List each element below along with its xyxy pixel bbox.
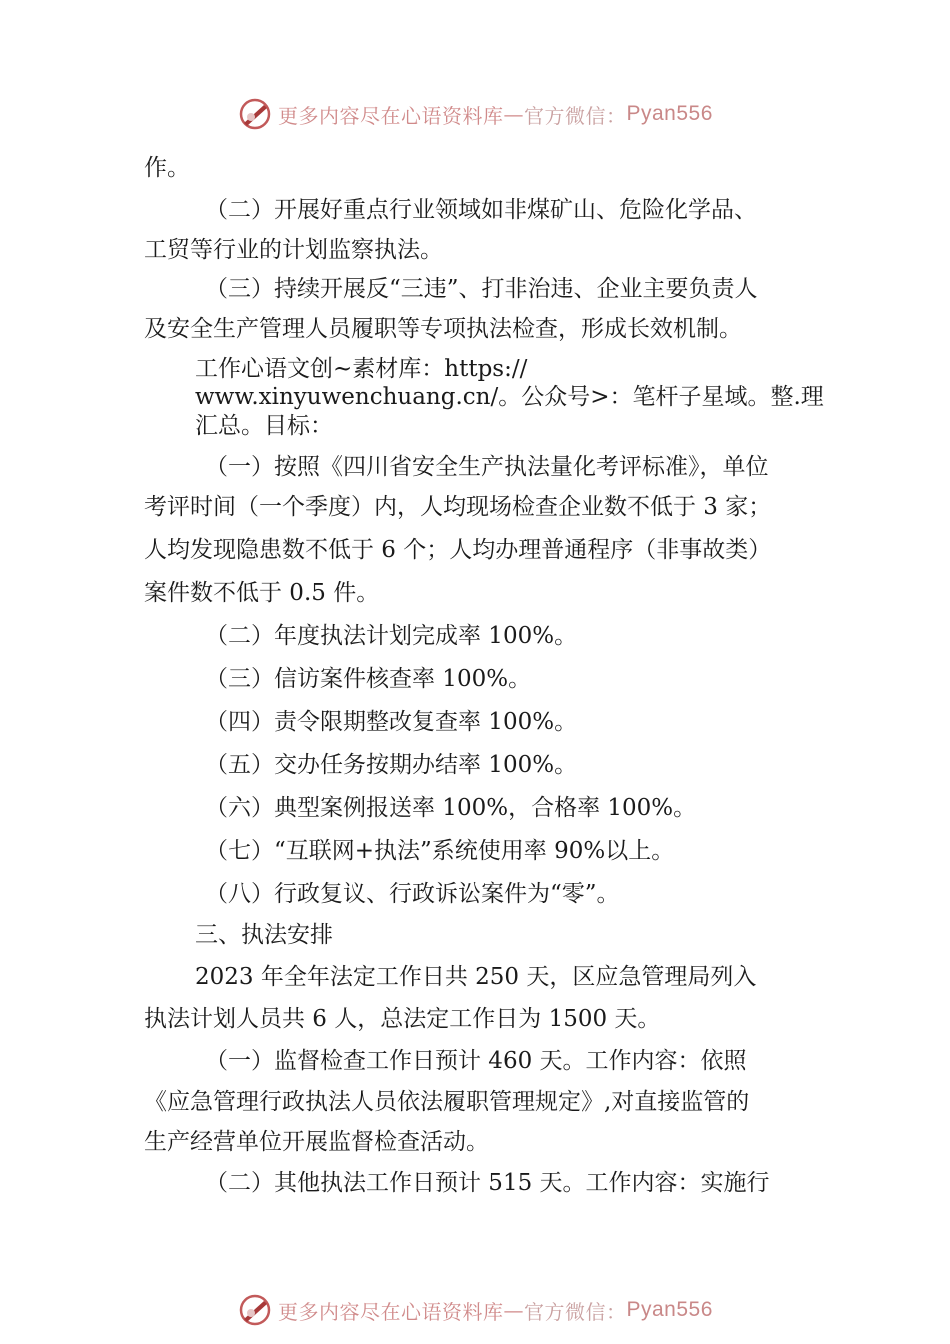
text-line: 执法计划人员共 6 人，总法定工作日为 1500 天。 xyxy=(144,1006,661,1032)
text-line: 生产经营单位开展监督检查活动。 xyxy=(144,1129,489,1155)
text-line: 人均发现隐患数不低于 6 个；人均办理普通程序（非事故类） xyxy=(144,537,772,563)
pen-logo-icon xyxy=(238,97,272,131)
text-line: 2023 年全年法定工作日共 250 天，区应急管理局列入 xyxy=(195,964,757,990)
watermark-contact-id: Pyan556 xyxy=(626,1298,713,1321)
text-line: （五）交办任务按期办结率 100%。 xyxy=(205,752,578,778)
watermark-dash: — xyxy=(503,102,524,126)
text-line: 汇总。目标： xyxy=(195,413,333,439)
text-line: （三）持续开展反“三违”、打非治违、企业主要负责人 xyxy=(205,276,758,302)
watermark-main-text: 更多内容尽在心语资料库 xyxy=(278,103,504,128)
watermark-dash: — xyxy=(503,1298,524,1322)
watermark-contact-label: 官方微信： xyxy=(524,1299,627,1324)
text-line: （六）典型案例报送率 100%，合格率 100%。 xyxy=(205,795,697,821)
section-heading: 三、执法安排 xyxy=(195,922,333,948)
text-line: （七）“互联网+执法”系统使用率 90%以上。 xyxy=(205,838,675,864)
text-line: 作。 xyxy=(144,155,190,181)
text-line: （二）年度执法计划完成率 100%。 xyxy=(205,623,578,649)
text-line: （二）其他执法工作日预计 515 天。工作内容：实施行 xyxy=(205,1170,770,1196)
text-line: 及安全生产管理人员履职等专项执法检查，形成长效机制。 xyxy=(144,316,742,342)
watermark-footer xyxy=(238,1292,758,1328)
watermark-contact-id: Pyan556 xyxy=(626,102,713,125)
pen-logo-icon xyxy=(238,1293,272,1327)
text-line: （一）监督检查工作日预计 460 天。工作内容：依照 xyxy=(205,1048,747,1074)
text-line: 案件数不低于 0.5 件。 xyxy=(144,580,380,606)
text-line: （一）按照《四川省安全生产执法量化考评标准》，单位 xyxy=(205,454,769,480)
text-line: 工贸等行业的计划监察执法。 xyxy=(144,237,443,263)
text-line: 考评时间（一个季度）内，人均现场检查企业数不低于 3 家； xyxy=(144,494,772,520)
text-line: （三）信访案件核查率 100%。 xyxy=(205,666,532,692)
watermark-header xyxy=(238,96,758,132)
text-line: （二）开展好重点行业领域如非煤矿山、危险化学品、 xyxy=(205,197,757,223)
text-line: www.xinyuwenchuang.cn/。公众号>：笔杆子星域。整.理 xyxy=(195,384,824,410)
text-line: （四）责令限期整改复查率 100%。 xyxy=(205,709,578,735)
text-line: 《应急管理行政执法人员依法履职管理规定》,对直接监管的 xyxy=(144,1089,750,1115)
text-line: （八）行政复议、行政诉讼案件为“零”。 xyxy=(205,881,620,907)
watermark-contact-label: 官方微信： xyxy=(524,103,627,128)
watermark-main-text: 更多内容尽在心语资料库 xyxy=(278,1299,504,1324)
text-line: 工作心语文创~素材库：https:// xyxy=(195,356,528,382)
